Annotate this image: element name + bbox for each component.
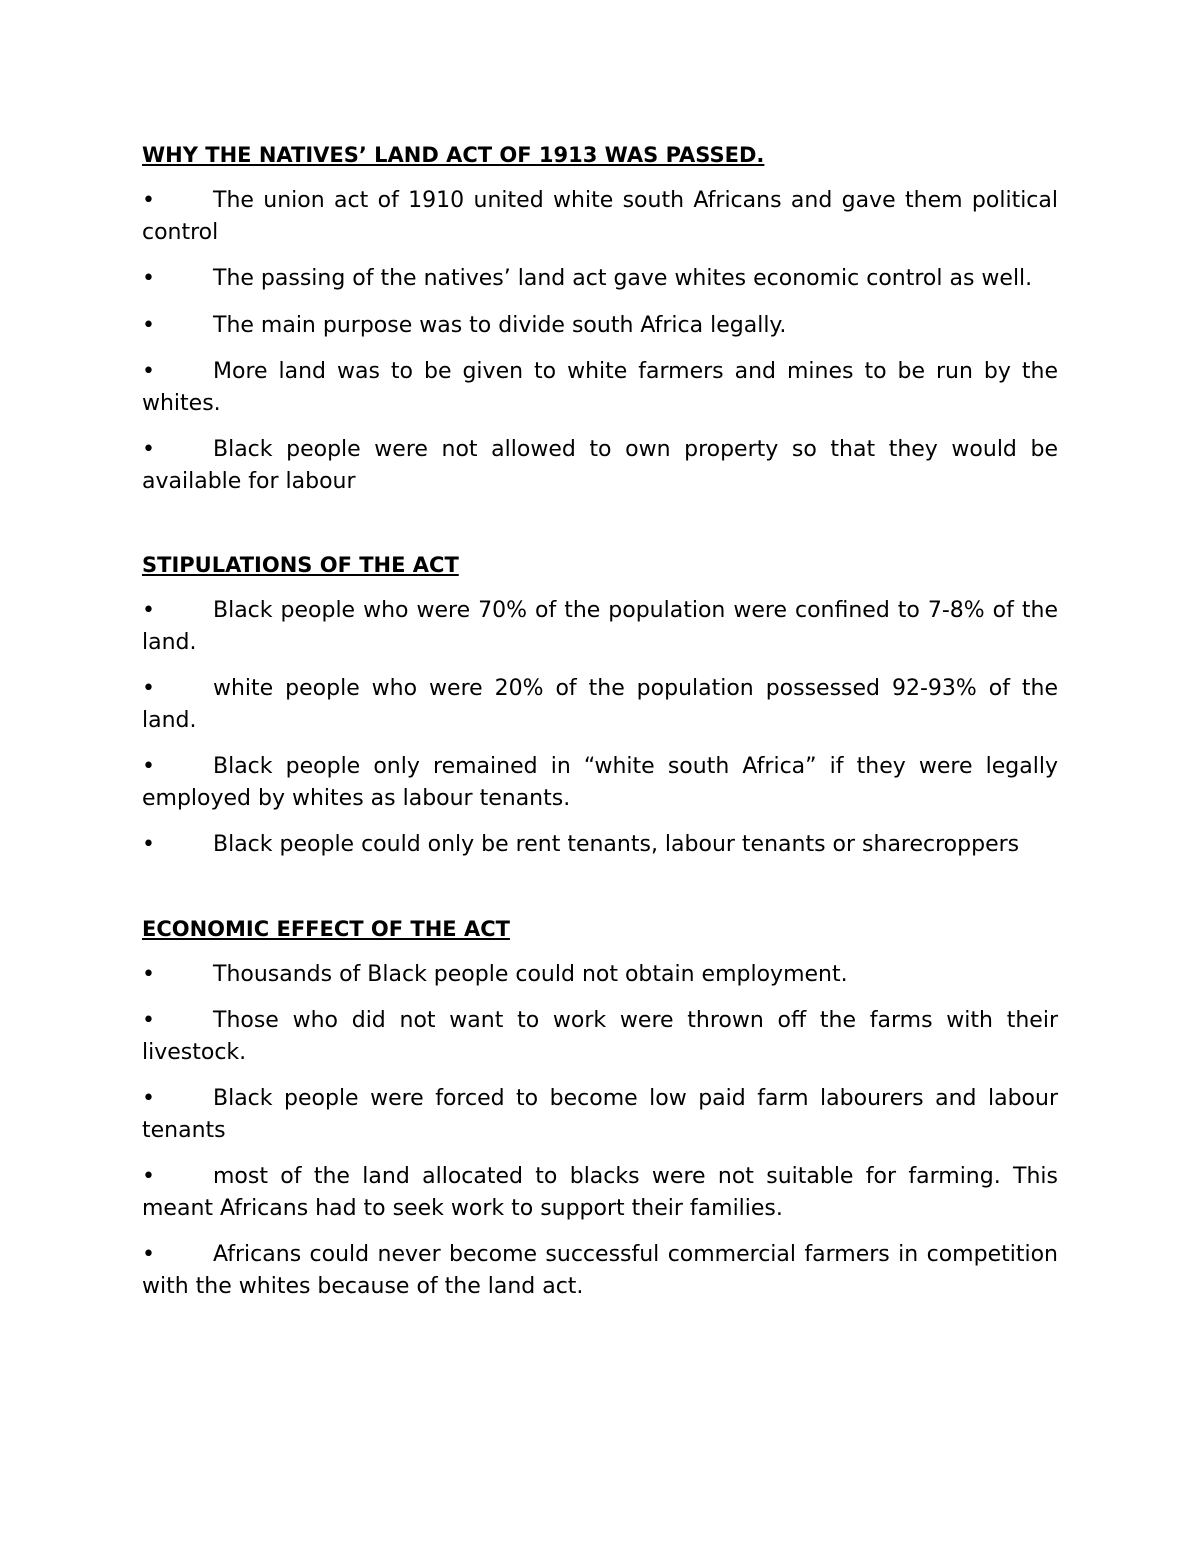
bullet-icon: • xyxy=(142,437,155,462)
list-item xyxy=(142,1005,1058,1068)
list-item-text: More land was to be given to white farmers and mines to be run by the whites. xyxy=(142,359,1058,416)
list-item xyxy=(142,829,1058,861)
list-item-text: Black people only remained in “white south Africa” if they were legally employed by whites as labour tenants. xyxy=(142,754,1058,811)
bullet-icon: • xyxy=(142,1164,155,1189)
section-heading: WHY THE NATIVES’ LAND ACT OF 1913 WAS PASSED. xyxy=(142,143,765,167)
list-item-text: Africans could never become successful commercial farmers in competition with the whites because of the land act. xyxy=(142,1242,1058,1299)
section-economic-effect xyxy=(142,914,1058,1303)
bullet-icon: • xyxy=(142,754,155,779)
list-item xyxy=(142,356,1058,419)
list-item-text: white people who were 20% of the population possessed 92-93% of the land. xyxy=(142,676,1058,733)
list-item-text: The union act of 1910 united white south Africans and gave them political control xyxy=(142,188,1058,245)
bullet-icon: • xyxy=(142,961,155,987)
list-item-text: Thousands of Black people could not obtain employment. xyxy=(213,961,848,987)
section-spacer xyxy=(142,512,1058,550)
list-item xyxy=(142,959,1058,991)
list-item xyxy=(142,1239,1058,1302)
bullet-icon: • xyxy=(142,188,155,213)
section-why-passed xyxy=(142,140,1058,497)
list-item-text: Black people were forced to become low paid farm labourers and labour tenants xyxy=(142,1086,1058,1143)
list-item xyxy=(142,1161,1058,1224)
bullet-icon: • xyxy=(142,359,155,384)
list-item-text: The main purpose was to divide south Africa legally. xyxy=(213,312,787,338)
bullet-icon: • xyxy=(142,832,155,857)
bullet-icon: • xyxy=(142,312,155,338)
bullet-list xyxy=(142,185,1058,497)
bullet-icon: • xyxy=(142,598,155,623)
list-item-text: The passing of the natives’ land act gave whites economic control as well. xyxy=(213,266,1033,291)
list-item xyxy=(142,751,1058,814)
bullet-icon: • xyxy=(142,1242,155,1267)
list-item xyxy=(142,595,1058,658)
bullet-icon: • xyxy=(142,266,155,291)
bullet-icon: • xyxy=(142,676,155,701)
list-item xyxy=(142,434,1058,497)
list-item-text: Black people were not allowed to own property so that they would be available for labour xyxy=(142,437,1058,494)
list-item-text: Those who did not want to work were thrown off the farms with their livestock. xyxy=(142,1008,1058,1065)
list-item xyxy=(142,1083,1058,1146)
list-item-text: most of the land allocated to blacks were not suitable for farming. This meant Africans had to seek work to support their families. xyxy=(142,1164,1058,1221)
list-item xyxy=(142,310,1058,342)
section-heading: ECONOMIC EFFECT OF THE ACT xyxy=(142,916,510,941)
list-item xyxy=(142,185,1058,248)
bullet-list xyxy=(142,959,1058,1303)
document-page xyxy=(142,140,1058,1317)
list-item-text: Black people could only be rent tenants, labour tenants or sharecroppers xyxy=(213,832,1020,857)
list-item xyxy=(142,673,1058,736)
bullet-list xyxy=(142,595,1058,861)
section-heading: STIPULATIONS OF THE ACT xyxy=(142,553,459,577)
bullet-icon: • xyxy=(142,1008,155,1033)
list-item-text: Black people who were 70% of the population were confined to 7-8% of the land. xyxy=(142,598,1058,655)
section-spacer xyxy=(142,876,1058,914)
bullet-icon: • xyxy=(142,1086,155,1111)
section-stipulations xyxy=(142,550,1058,861)
list-item xyxy=(142,263,1058,295)
